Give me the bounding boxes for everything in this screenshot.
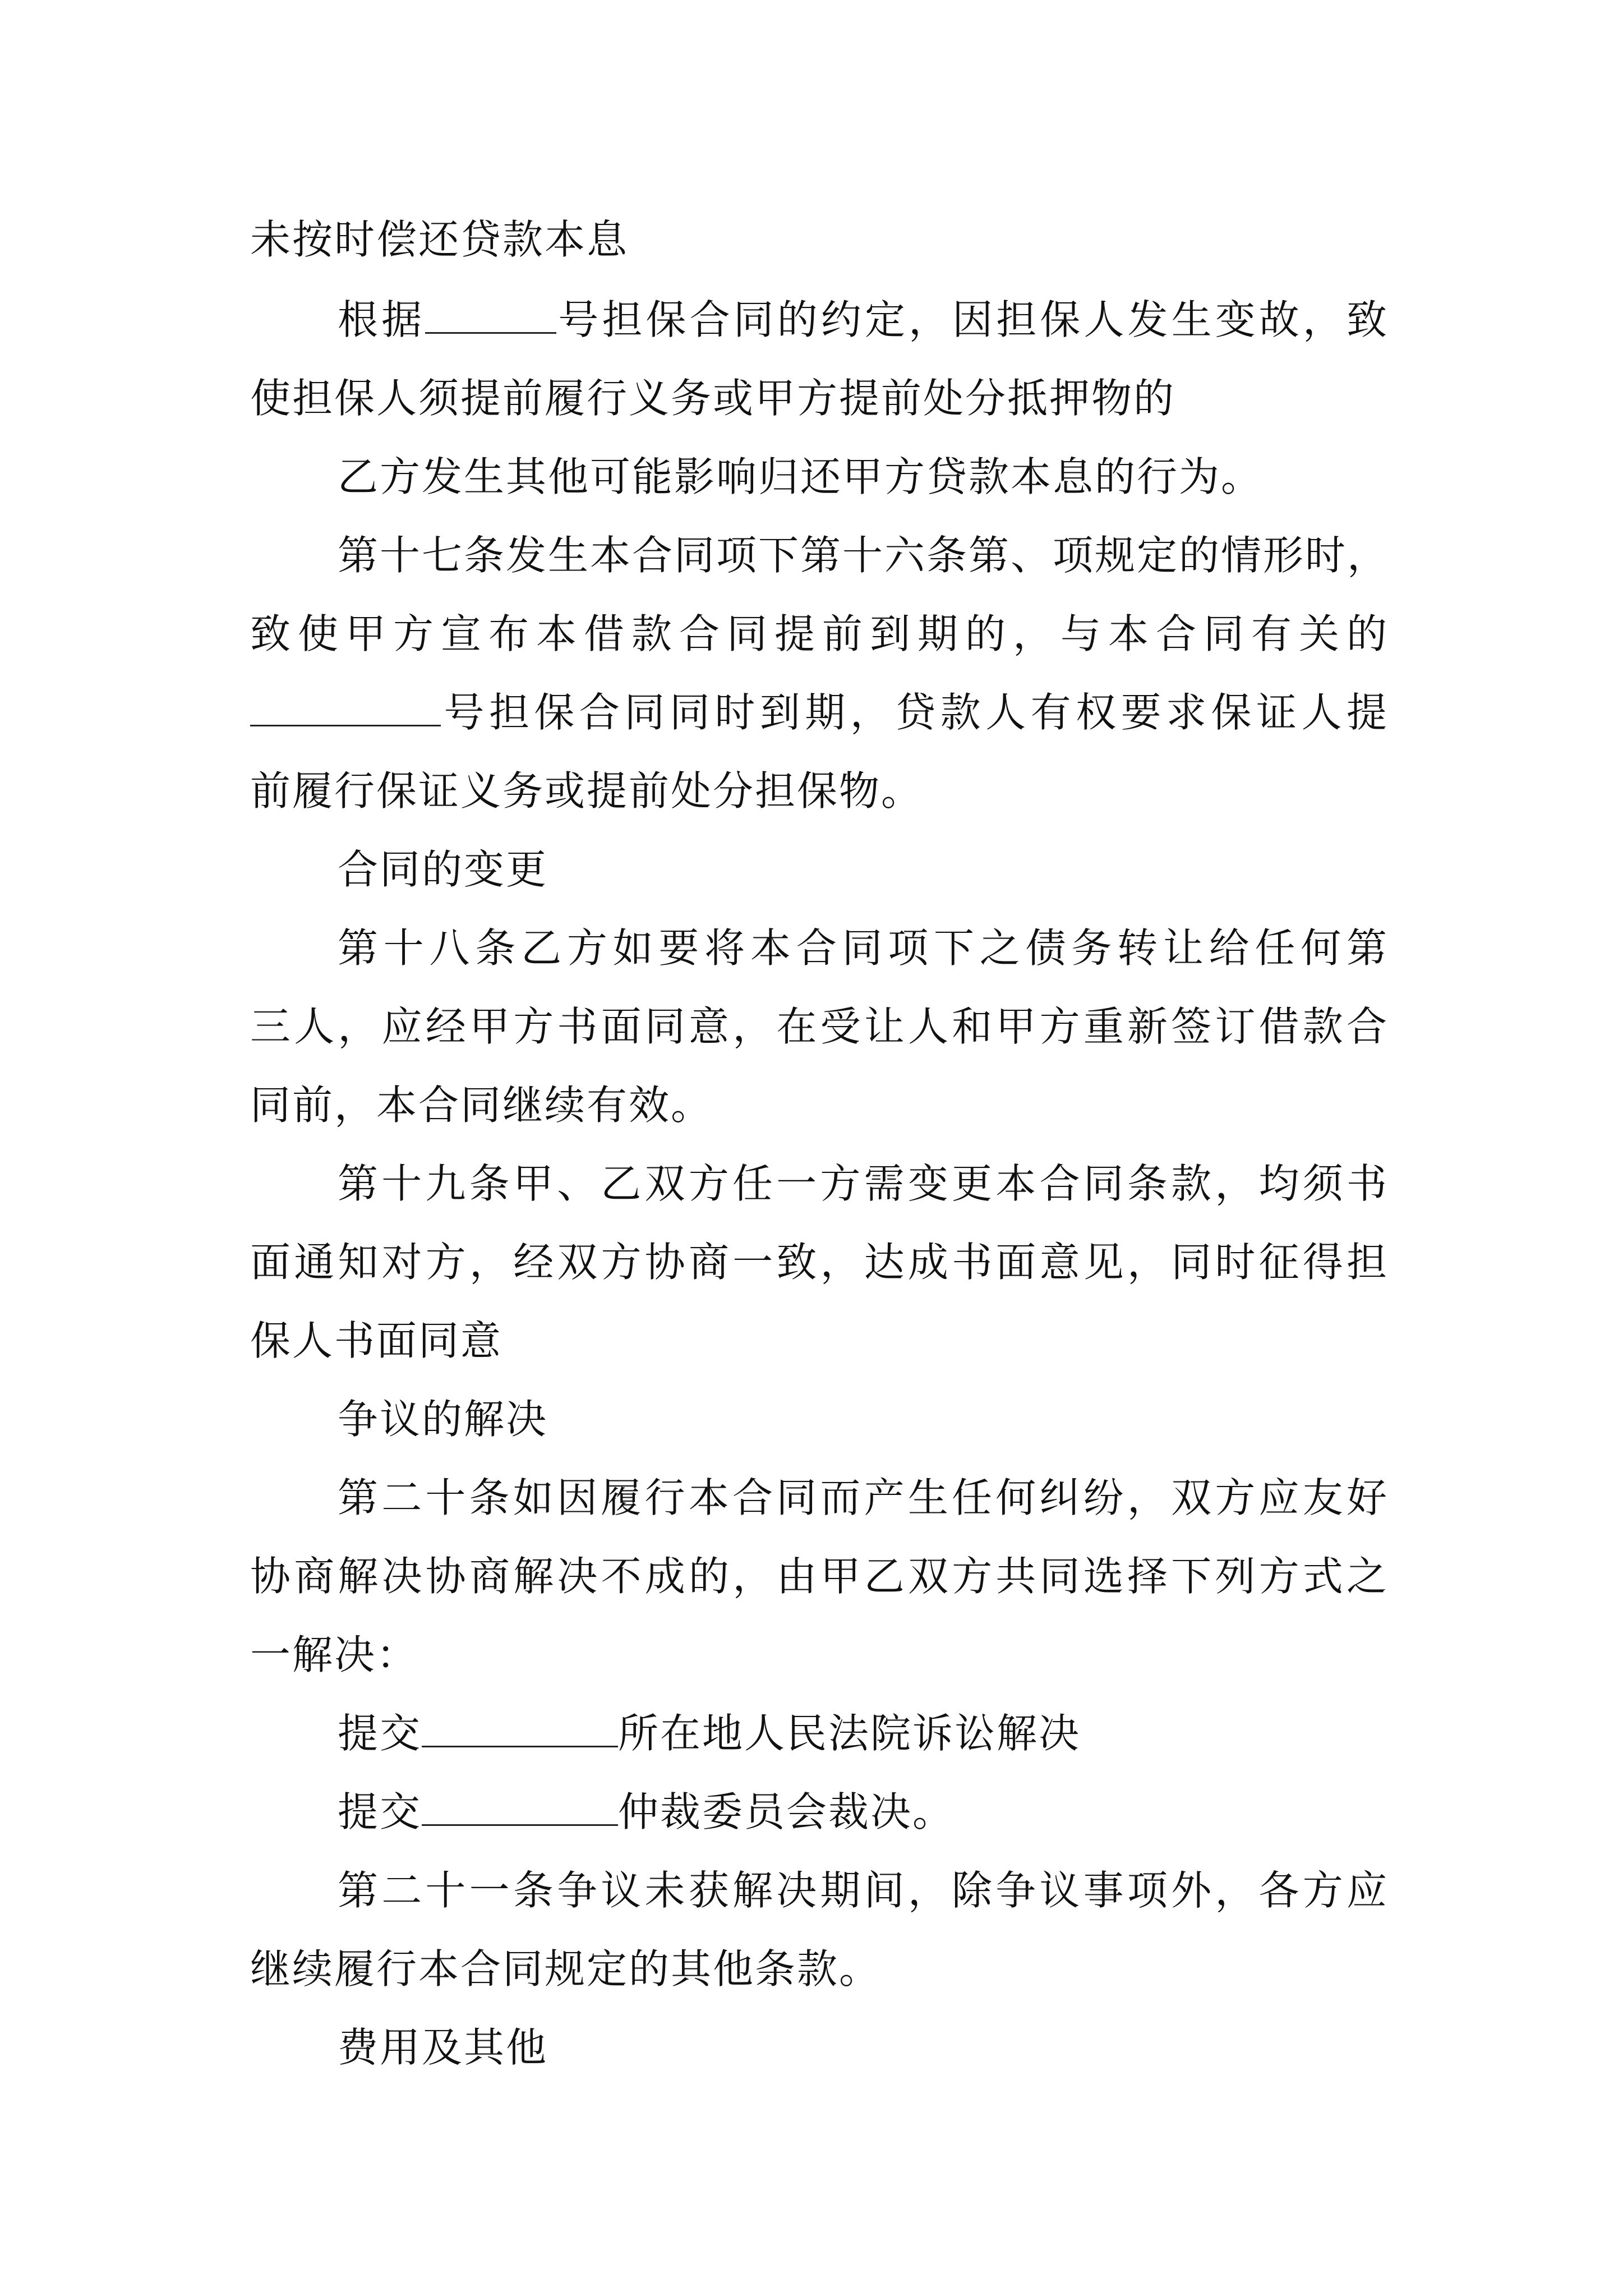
text-span: 第十八条乙方如要将本合同项下之债务转让给任何第 — [338, 924, 1389, 972]
section-heading — [338, 2022, 1389, 2073]
fill-in-blank — [425, 296, 556, 334]
text-span: 前履行保证义务或提前处分担保物。 — [250, 767, 924, 815]
text-span: 协商解决协商解决不成的，由甲乙双方共同选择下列方式之 — [250, 1553, 1389, 1600]
fill-in-blank — [422, 1788, 618, 1826]
text-span: 第十九条甲、乙双方任一方需变更本合同条款，均须书 — [338, 1160, 1389, 1207]
text-span: 提交 — [338, 1788, 422, 1835]
text-span: 同前，本合同继续有效。 — [250, 1082, 713, 1129]
text-span: 使担保人须提前履行义务或甲方提前处分抵押物的 — [250, 375, 1176, 422]
text-span: 三人，应经甲方书面同意，在受让人和甲方重新签订借款合 — [250, 1003, 1389, 1050]
text-line — [338, 1473, 1389, 1523]
text-span: 第二十条如因履行本合同而产生任何纠纷，双方应友好 — [338, 1474, 1389, 1521]
section-heading — [338, 844, 1389, 895]
text-line — [338, 1787, 1389, 1837]
text-span: 面通知对方，经双方协商一致，达成书面意见，同时征得担 — [250, 1239, 1389, 1286]
text-line — [250, 1237, 1389, 1287]
text-span: 合同的变更 — [338, 846, 548, 893]
text-span: 提交 — [338, 1710, 422, 1757]
text-line — [250, 214, 1389, 265]
text-span: 一解决： — [250, 1631, 419, 1678]
text-line — [338, 530, 1389, 581]
text-span: 第十七条发生本合同项下第十六条第、项规定的情形时， — [338, 532, 1390, 579]
text-span: 第二十一条争议未获解决期间，除争议事项外，各方应 — [338, 1867, 1389, 1914]
text-line — [250, 609, 1389, 659]
text-line — [250, 1001, 1389, 1052]
text-line — [338, 923, 1389, 973]
text-span: 未按时偿还贷款本息 — [250, 216, 629, 263]
text-line — [250, 1315, 1389, 1366]
text-span: 号担保合同的约定，因担保人发生变故，致 — [556, 296, 1389, 343]
text-line — [338, 1865, 1389, 1916]
text-line — [338, 295, 1389, 345]
text-span: 所在地人民法院诉讼解决 — [618, 1710, 1081, 1757]
fill-in-blank — [250, 689, 441, 726]
text-span: 争议的解决 — [338, 1396, 548, 1443]
text-span: 费用及其他 — [338, 2024, 548, 2071]
text-span: 致使甲方宣布本借款合同提前到期的，与本合同有关的 — [250, 610, 1389, 657]
text-line — [250, 1080, 1389, 1130]
text-line — [250, 687, 1389, 738]
text-span: 仲裁委员会裁决。 — [618, 1788, 955, 1835]
text-line — [250, 373, 1389, 424]
fill-in-blank — [422, 1710, 618, 1747]
text-line — [250, 1944, 1389, 1994]
text-span: 保人书面同意 — [250, 1317, 503, 1364]
text-line — [338, 1158, 1389, 1209]
section-heading — [338, 1394, 1389, 1444]
text-line — [250, 1551, 1389, 1602]
text-line — [250, 1630, 1389, 1680]
text-span: 继续履行本合同规定的其他条款。 — [250, 1945, 882, 1993]
text-span: 乙方发生其他可能影响归还甲方贷款本息的行为。 — [338, 453, 1264, 500]
text-line — [250, 766, 1389, 816]
text-span: 根据 — [338, 296, 426, 343]
text-line — [338, 452, 1389, 502]
text-span: 号担保合同同时到期，贷款人有权要求保证人提 — [441, 689, 1389, 736]
text-line — [338, 1708, 1389, 1759]
